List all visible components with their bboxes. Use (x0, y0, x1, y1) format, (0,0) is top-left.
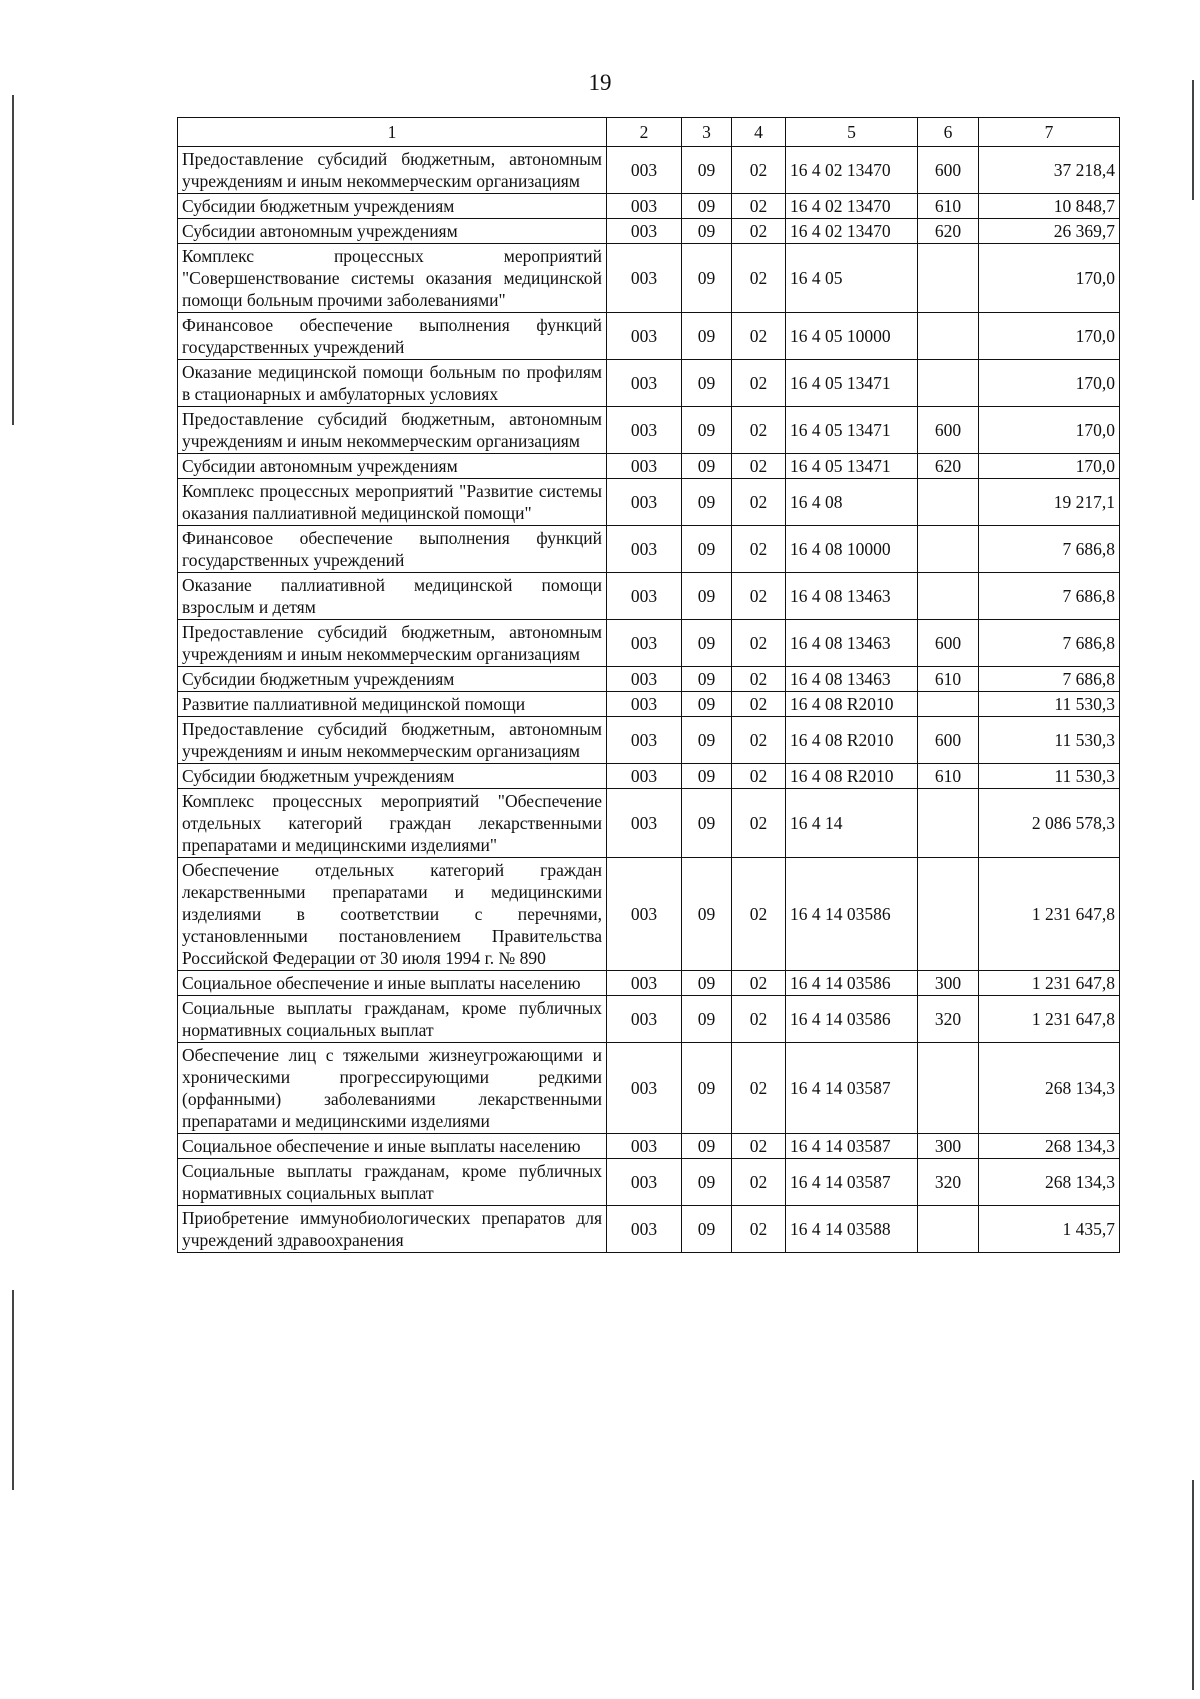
amount-cell: 7 686,8 (979, 667, 1120, 692)
expense-type-cell (918, 313, 979, 360)
section-code-cell: 09 (682, 360, 732, 407)
target-code-cell: 16 4 14 03586 (786, 971, 918, 996)
subsection-code-cell: 02 (732, 407, 786, 454)
subsection-code-cell: 02 (732, 789, 786, 858)
admin-code-cell: 003 (607, 454, 682, 479)
row-name-cell: Развитие паллиативной медицинской помощи (178, 692, 607, 717)
expense-type-cell: 600 (918, 620, 979, 667)
row-name-cell: Обеспечение отдельных категорий граждан лекарственными препаратами и медицинскими изделиями в соответствии с перечнями, установленными постановлением Правительства Российской Федерации от 30 июля 1994 г. № 890 (178, 858, 607, 971)
table-row (178, 789, 1120, 858)
target-code-cell: 16 4 08 13463 (786, 620, 918, 667)
amount-cell: 1 231 647,8 (979, 858, 1120, 971)
scan-edge-mark (12, 95, 14, 425)
target-code-cell: 16 4 02 13470 (786, 147, 918, 194)
amount-cell: 170,0 (979, 407, 1120, 454)
target-code-cell: 16 4 08 10000 (786, 526, 918, 573)
expense-type-cell: 610 (918, 194, 979, 219)
section-code-cell: 09 (682, 1134, 732, 1159)
subsection-code-cell: 02 (732, 573, 786, 620)
target-code-cell: 16 4 14 03587 (786, 1134, 918, 1159)
admin-code-cell: 003 (607, 971, 682, 996)
table-row (178, 667, 1120, 692)
scan-edge-mark (1192, 1480, 1194, 1690)
amount-cell: 19 217,1 (979, 479, 1120, 526)
section-code-cell: 09 (682, 479, 732, 526)
amount-cell: 11 530,3 (979, 692, 1120, 717)
row-name-cell: Субсидии автономным учреждениям (178, 219, 607, 244)
admin-code-cell: 003 (607, 764, 682, 789)
admin-code-cell: 003 (607, 858, 682, 971)
row-name-cell: Комплекс процессных мероприятий "Развитие системы оказания паллиативной медицинской помощи" (178, 479, 607, 526)
subsection-code-cell: 02 (732, 717, 786, 764)
table-row (178, 219, 1120, 244)
target-code-cell: 16 4 08 13463 (786, 667, 918, 692)
amount-cell: 26 369,7 (979, 219, 1120, 244)
subsection-code-cell: 02 (732, 313, 786, 360)
amount-cell: 268 134,3 (979, 1159, 1120, 1206)
admin-code-cell: 003 (607, 313, 682, 360)
table-row (178, 313, 1120, 360)
section-code-cell: 09 (682, 194, 732, 219)
subsection-code-cell: 02 (732, 764, 786, 789)
amount-cell: 10 848,7 (979, 194, 1120, 219)
target-code-cell: 16 4 05 13471 (786, 454, 918, 479)
subsection-code-cell: 02 (732, 971, 786, 996)
section-code-cell: 09 (682, 454, 732, 479)
admin-code-cell: 003 (607, 667, 682, 692)
subsection-code-cell: 02 (732, 244, 786, 313)
table-row (178, 620, 1120, 667)
target-code-cell: 16 4 05 10000 (786, 313, 918, 360)
admin-code-cell: 003 (607, 1206, 682, 1253)
expense-type-cell (918, 1206, 979, 1253)
row-name-cell: Социальное обеспечение и иные выплаты населению (178, 1134, 607, 1159)
admin-code-cell: 003 (607, 717, 682, 764)
target-code-cell: 16 4 08 (786, 479, 918, 526)
target-code-cell: 16 4 08 R2010 (786, 692, 918, 717)
admin-code-cell: 003 (607, 692, 682, 717)
section-code-cell: 09 (682, 1206, 732, 1253)
table-row (178, 1159, 1120, 1206)
admin-code-cell: 003 (607, 479, 682, 526)
admin-code-cell: 003 (607, 219, 682, 244)
subsection-code-cell: 02 (732, 620, 786, 667)
amount-cell: 268 134,3 (979, 1043, 1120, 1134)
expense-type-cell: 300 (918, 1134, 979, 1159)
row-name-cell: Субсидии бюджетным учреждениям (178, 764, 607, 789)
subsection-code-cell: 02 (732, 479, 786, 526)
table-row (178, 858, 1120, 971)
expense-type-cell (918, 526, 979, 573)
subsection-code-cell: 02 (732, 858, 786, 971)
row-name-cell: Социальные выплаты гражданам, кроме публичных нормативных социальных выплат (178, 1159, 607, 1206)
row-name-cell: Финансовое обеспечение выполнения функций государственных учреждений (178, 313, 607, 360)
column-header: 4 (732, 118, 786, 147)
expense-type-cell: 620 (918, 219, 979, 244)
table-row (178, 526, 1120, 573)
amount-cell: 1 231 647,8 (979, 971, 1120, 996)
budget-table (177, 117, 1120, 1253)
expense-type-cell: 320 (918, 996, 979, 1043)
row-name-cell: Оказание паллиативной медицинской помощи взрослым и детям (178, 573, 607, 620)
table-header-row (178, 118, 1120, 147)
row-name-cell: Предоставление субсидий бюджетным, автономным учреждениям и иным некоммерческим организациям (178, 147, 607, 194)
row-name-cell: Предоставление субсидий бюджетным, автономным учреждениям и иным некоммерческим организациям (178, 717, 607, 764)
expense-type-cell: 620 (918, 454, 979, 479)
admin-code-cell: 003 (607, 360, 682, 407)
table-row (178, 717, 1120, 764)
table-row (178, 1206, 1120, 1253)
row-name-cell: Предоставление субсидий бюджетным, автономным учреждениям и иным некоммерческим организациям (178, 407, 607, 454)
section-code-cell: 09 (682, 717, 732, 764)
column-header: 1 (178, 118, 607, 147)
amount-cell: 170,0 (979, 360, 1120, 407)
expense-type-cell: 600 (918, 717, 979, 764)
section-code-cell: 09 (682, 971, 732, 996)
amount-cell: 11 530,3 (979, 717, 1120, 764)
expense-type-cell (918, 244, 979, 313)
expense-type-cell: 610 (918, 667, 979, 692)
table-row (178, 407, 1120, 454)
expense-type-cell (918, 479, 979, 526)
table-row (178, 1043, 1120, 1134)
subsection-code-cell: 02 (732, 667, 786, 692)
row-name-cell: Субсидии автономным учреждениям (178, 454, 607, 479)
subsection-code-cell: 02 (732, 996, 786, 1043)
row-name-cell: Приобретение иммунобиологических препаратов для учреждений здравоохранения (178, 1206, 607, 1253)
expense-type-cell: 610 (918, 764, 979, 789)
target-code-cell: 16 4 05 13471 (786, 407, 918, 454)
expense-type-cell (918, 1043, 979, 1134)
target-code-cell: 16 4 14 03587 (786, 1159, 918, 1206)
expense-type-cell: 600 (918, 147, 979, 194)
amount-cell: 268 134,3 (979, 1134, 1120, 1159)
amount-cell: 170,0 (979, 244, 1120, 313)
target-code-cell: 16 4 02 13470 (786, 219, 918, 244)
amount-cell: 170,0 (979, 454, 1120, 479)
subsection-code-cell: 02 (732, 219, 786, 244)
section-code-cell: 09 (682, 313, 732, 360)
subsection-code-cell: 02 (732, 1206, 786, 1253)
expense-type-cell: 600 (918, 407, 979, 454)
column-header: 5 (786, 118, 918, 147)
subsection-code-cell: 02 (732, 360, 786, 407)
row-name-cell: Обеспечение лиц с тяжелыми жизнеугрожающими и хроническими прогрессирующими редкими (орфанными) заболеваниями лекарственными препаратами и медицинскими изделиями (178, 1043, 607, 1134)
admin-code-cell: 003 (607, 789, 682, 858)
section-code-cell: 09 (682, 244, 732, 313)
target-code-cell: 16 4 05 13471 (786, 360, 918, 407)
target-code-cell: 16 4 14 03586 (786, 858, 918, 971)
section-code-cell: 09 (682, 1043, 732, 1134)
amount-cell: 1 435,7 (979, 1206, 1120, 1253)
amount-cell: 37 218,4 (979, 147, 1120, 194)
target-code-cell: 16 4 05 (786, 244, 918, 313)
expense-type-cell: 320 (918, 1159, 979, 1206)
amount-cell: 11 530,3 (979, 764, 1120, 789)
subsection-code-cell: 02 (732, 194, 786, 219)
table-row (178, 692, 1120, 717)
table-row (178, 971, 1120, 996)
section-code-cell: 09 (682, 219, 732, 244)
table-row (178, 147, 1120, 194)
target-code-cell: 16 4 08 13463 (786, 573, 918, 620)
target-code-cell: 16 4 14 03587 (786, 1043, 918, 1134)
expense-type-cell (918, 789, 979, 858)
section-code-cell: 09 (682, 620, 732, 667)
target-code-cell: 16 4 14 03586 (786, 996, 918, 1043)
table-row (178, 573, 1120, 620)
amount-cell: 7 686,8 (979, 573, 1120, 620)
section-code-cell: 09 (682, 667, 732, 692)
expense-type-cell: 300 (918, 971, 979, 996)
section-code-cell: 09 (682, 858, 732, 971)
target-code-cell: 16 4 14 (786, 789, 918, 858)
row-name-cell: Субсидии бюджетным учреждениям (178, 194, 607, 219)
section-code-cell: 09 (682, 147, 732, 194)
subsection-code-cell: 02 (732, 692, 786, 717)
table-row (178, 479, 1120, 526)
target-code-cell: 16 4 14 03588 (786, 1206, 918, 1253)
admin-code-cell: 003 (607, 194, 682, 219)
subsection-code-cell: 02 (732, 526, 786, 573)
target-code-cell: 16 4 08 R2010 (786, 764, 918, 789)
admin-code-cell: 003 (607, 147, 682, 194)
row-name-cell: Социальные выплаты гражданам, кроме публичных нормативных социальных выплат (178, 996, 607, 1043)
column-header: 7 (979, 118, 1120, 147)
column-header: 3 (682, 118, 732, 147)
table-row (178, 360, 1120, 407)
admin-code-cell: 003 (607, 526, 682, 573)
row-name-cell: Предоставление субсидий бюджетным, автономным учреждениям и иным некоммерческим организациям (178, 620, 607, 667)
section-code-cell: 09 (682, 526, 732, 573)
target-code-cell: 16 4 02 13470 (786, 194, 918, 219)
table-row (178, 996, 1120, 1043)
section-code-cell: 09 (682, 1159, 732, 1206)
scan-edge-mark (1192, 80, 1194, 200)
subsection-code-cell: 02 (732, 1134, 786, 1159)
section-code-cell: 09 (682, 764, 732, 789)
target-code-cell: 16 4 08 R2010 (786, 717, 918, 764)
section-code-cell: 09 (682, 789, 732, 858)
admin-code-cell: 003 (607, 244, 682, 313)
expense-type-cell (918, 573, 979, 620)
section-code-cell: 09 (682, 573, 732, 620)
subsection-code-cell: 02 (732, 454, 786, 479)
scan-edge-mark (12, 1290, 14, 1490)
section-code-cell: 09 (682, 407, 732, 454)
expense-type-cell (918, 858, 979, 971)
amount-cell: 2 086 578,3 (979, 789, 1120, 858)
amount-cell: 170,0 (979, 313, 1120, 360)
amount-cell: 7 686,8 (979, 526, 1120, 573)
row-name-cell: Комплекс процессных мероприятий "Обеспечение отдельных категорий граждан лекарственными препаратами и медицинскими изделиями" (178, 789, 607, 858)
subsection-code-cell: 02 (732, 1159, 786, 1206)
admin-code-cell: 003 (607, 620, 682, 667)
subsection-code-cell: 02 (732, 1043, 786, 1134)
column-header: 6 (918, 118, 979, 147)
row-name-cell: Комплекс процессных мероприятий "Совершенствование системы оказания медицинской помощи больным прочими заболеваниями" (178, 244, 607, 313)
row-name-cell: Оказание медицинской помощи больным по профилям в стационарных и амбулаторных условиях (178, 360, 607, 407)
subsection-code-cell: 02 (732, 147, 786, 194)
row-name-cell: Субсидии бюджетным учреждениям (178, 667, 607, 692)
admin-code-cell: 003 (607, 1043, 682, 1134)
row-name-cell: Финансовое обеспечение выполнения функций государственных учреждений (178, 526, 607, 573)
admin-code-cell: 003 (607, 407, 682, 454)
section-code-cell: 09 (682, 692, 732, 717)
table-row (178, 454, 1120, 479)
admin-code-cell: 003 (607, 573, 682, 620)
amount-cell: 7 686,8 (979, 620, 1120, 667)
table-row (178, 194, 1120, 219)
amount-cell: 1 231 647,8 (979, 996, 1120, 1043)
column-header: 2 (607, 118, 682, 147)
expense-type-cell (918, 692, 979, 717)
table-row (178, 764, 1120, 789)
row-name-cell: Социальное обеспечение и иные выплаты населению (178, 971, 607, 996)
expense-type-cell (918, 360, 979, 407)
table-row (178, 244, 1120, 313)
admin-code-cell: 003 (607, 1134, 682, 1159)
page-number: 19 (588, 70, 612, 95)
admin-code-cell: 003 (607, 996, 682, 1043)
section-code-cell: 09 (682, 996, 732, 1043)
admin-code-cell: 003 (607, 1159, 682, 1206)
table-row (178, 1134, 1120, 1159)
